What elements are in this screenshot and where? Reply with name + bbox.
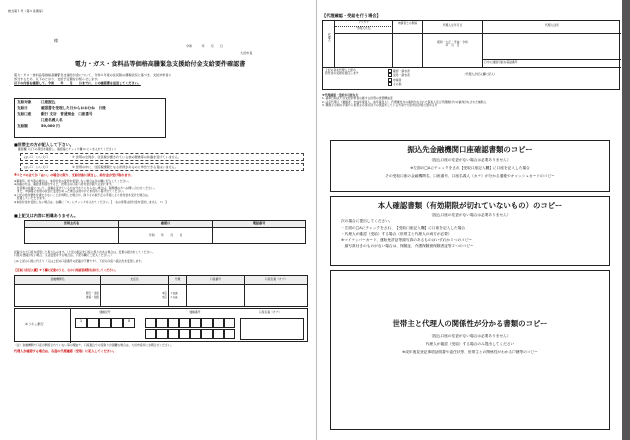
id-copy-title: 本人確認書類（有効期限が切れていないもの）のコピー <box>377 201 563 210</box>
branch-name-field[interactable]: 本店 支店 <box>101 285 169 307</box>
col-head-holder: 口座名義（カナ） <box>245 276 308 285</box>
eligibility-note: ※①と②の全てが「はい」の場合に限り、支給対象に該当し、給付金が受け取れます。 <box>14 173 134 177</box>
bank-copy-title: 振込先金融機関口座確認書類のコピー <box>407 145 533 154</box>
section1-heading: ■世帯主の方が記入して下さい。 <box>14 142 74 147</box>
col-head-name: 世帯主氏名 <box>25 221 119 228</box>
form-title: 電力・ガス・食料品等価格高騰緊急支援給付金支給要件確認書 <box>74 61 246 68</box>
confirm-date-field[interactable]: 令和 年 月 日 <box>119 228 213 244</box>
copy-line: 顔写真付きのものがない場合は、保険証、介護保険被保険者証等２つのコピー <box>341 244 474 249</box>
info-row: 支給口座 銀行 支店 普通預金 口座番号 <box>17 112 93 117</box>
copy-line: ・左面の□Aにチェックをされ、【受取口座記入欄】に口座を記入した場合 <box>341 225 466 230</box>
bank-table <box>14 275 308 307</box>
furigana-head: フリガナ <box>335 21 393 27</box>
footer-note: （注）金融機関で口座が開設されていない等の理由で、口座振込での受取りが困難な場合は、大田市役所にお問合せください。 <box>14 343 174 347</box>
copy-line: ・代理人が確認（受給）する場合（世帯主と代理人の両方が必要） <box>341 231 452 236</box>
phone-field-proxy[interactable]: 日中に連絡可能な電話番号 <box>483 59 621 67</box>
addressee-suffix: 様 <box>54 38 59 43</box>
copy-line: 代理人が確認（受給）する場合のみ提出してください <box>425 341 515 346</box>
account-number-field[interactable] <box>187 285 245 307</box>
col-head-type: 分類 <box>169 276 187 285</box>
col-head-bank: 金融機関名 <box>15 276 101 285</box>
relation-head: 申請者との関係 <box>393 21 423 33</box>
dob-field[interactable]: 昭和・大正・平成・令和 年 月 日 <box>423 33 483 67</box>
copy-line: その受取口座の金融機関名、口座番号、口座名義人（カナ）が分かる通帳やキャッシュカードのコピー <box>385 173 555 178</box>
delegation-checks[interactable]: 確認・請求者 受給・請求者 申請者 その他 <box>387 69 447 87</box>
copy-line: （振込口座の変更がない場合は必要ありません） <box>429 213 511 218</box>
check-row-2[interactable]: はい☐ いいえ☐ ② 世帯の中に、住民税課税となる所得があるのに申告できる者はいません。 <box>20 163 304 171</box>
proxy-name-field[interactable] <box>335 33 393 67</box>
copy-line: 次の場合に提出してください。 <box>341 219 393 224</box>
delegation-sign-note: （代理人が記入欄に記入） <box>463 72 497 76</box>
payment-info-box <box>14 98 166 138</box>
yucho-label: ゆうちょ銀行 <box>25 322 44 326</box>
copy-line: ※マイナンバーカード、運転免許証等顔写真のあるものはいずれか１つのコピー <box>341 238 473 243</box>
account-holder-field[interactable] <box>245 285 308 307</box>
bank-intro: 記載された口座を使用して振り込みます。（上記の振込先口座に誤りがある場合は、変更の届出をしてください。 口座の登録がない場合、又は変更をする場合は、下記の欄にご記入ください。） □A 上記の口座に代えて（又は上記の口座番号の記載が不要です）、下記の口座へ振込先を変更します。 <box>14 251 308 263</box>
yucho-number-field-2[interactable] <box>145 329 235 339</box>
proxy-heading: 【代理確認・受給を行う場合】 <box>322 13 381 18</box>
signature-table <box>24 220 306 244</box>
section2-heading: ■上記又は内容に相違ありません。 <box>14 213 79 218</box>
relation-field[interactable] <box>393 33 423 67</box>
delegation-label: 上記の者を代理人と認め、 給付金の受取を委任します <box>325 68 359 76</box>
proxy-side-cell: 代理人 <box>323 21 335 67</box>
edge-strip <box>622 0 630 440</box>
proxy-table <box>322 20 620 90</box>
intro-line: 該当するため、以下のとおり、支給予定額をお知らせします。 <box>14 76 101 81</box>
issue-date: 令和 年 月 日 <box>186 44 224 48</box>
notes-block: ※事業所、給与等の場合は、本給付金の受給を希望しない場合は次の欄に記入してください。 ※扶養の方は、確認書を提出すると、世帯主の口座へ給付金が振り込まれます。 住民税の扶養について、扶養を受けているかお分かりにならない場合は、税務課の方へお問い合わせください。 また、申請後に世帯の状況に変更があった場合は速やかに市役所へ届け出てください。 ※上記の給付要件を満たさないことが判明した場合や、偽りその他不正の手段により給付金を受けた場合は、 返還していただきます。 ※本給付金を受給しない場合は、右欄に「☐」にチェックを入れてください。【 右の世帯は給付金を受給しません ☐ 】 <box>14 179 169 204</box>
address-field[interactable] <box>483 33 621 59</box>
relation-copy-paste-area <box>330 270 610 430</box>
intro-text <box>14 74 304 86</box>
yucho-holder-head: 口座名義（カナ） <box>258 310 282 314</box>
relation-copy-title: 世帯主と代理人の関係性が分かる書類のコピー <box>392 319 548 328</box>
col-head-phone: 電話番号 <box>213 221 306 228</box>
intro-line: 電力・ガス・食料品等価格高騰緊急支援給付金について、令和６年度の住民税の課税状況に基づき、支給対象者に <box>14 73 172 77</box>
change-account-checkbox[interactable]: □A 上記の口座に代えて（又は上記の口座番号の記載が不要です）、下記の口座へ振込先を変更します。 <box>14 258 144 263</box>
copy-line: （振込口座の変更がない場合は必要ありません） <box>429 158 511 163</box>
bank-copy-paste-area <box>330 140 610 192</box>
proxy-reminder: 代理人が確認する場合は、右面の代理確認（受取）に記入してください。 <box>14 349 117 353</box>
proxy-name-head: 代理人氏名 <box>335 27 393 33</box>
copy-line: ※左面の□Aにチェックをされ【受取口座記入欄】に口座を記入した場合 <box>410 165 530 170</box>
check-row-1[interactable]: はい☐ いいえ☐ ① 世帯の全員が、住民税が課されている他の親族等の扶養を受けていません。 <box>20 153 304 161</box>
form-number: 様式第１号（第６条関係） <box>8 9 46 13</box>
info-row: 支給対象 口座振込 <box>17 100 56 104</box>
id-copy-paste-area <box>330 196 610 266</box>
account-type-field[interactable]: １普通 ２当座 <box>169 285 187 307</box>
issuer: 大田市長 <box>240 51 253 55</box>
address-head: 代理人住所 <box>545 23 559 27</box>
yucho-section <box>14 308 308 342</box>
copy-line: （振込口座の変更がない場合は必要ありません） <box>429 334 511 339</box>
info-row: 口座名義人名 <box>41 118 63 123</box>
yucho-symbol-field[interactable]: 1 0 <box>75 318 135 328</box>
proxy-eligibility-notes: ※代理確認・受給が可能な方 1. 基準日時点での支給対象者の属する世帯の世帯構成者 2. 法定代理人（親権者、未成年後見人、成年後見人）、代理権付与の審判がなされた保佐人及び代理権付与の審判がなされた補助人 3. 親族その他の平素から世帯主の身の回りの世話をしている方等で大田市長が特に認める方 <box>322 93 487 108</box>
yucho-number-head: 通帳番号 <box>189 310 201 314</box>
col-head-date: 確認日 <box>119 221 213 228</box>
householder-name-field[interactable] <box>25 228 119 244</box>
col-head-branch: 支店名 <box>101 276 169 285</box>
yucho-holder-field[interactable] <box>240 318 304 340</box>
bank-name-field[interactable]: 銀行・金庫 農協・信組 <box>15 285 101 307</box>
copy-line: ※成年後見登記事項証明書や委任状等、世帯主との関係性がわかる戸籍等のコピー <box>402 349 538 354</box>
dob-head: 代理人生年月日 <box>423 21 483 33</box>
info-row: 支給日 確認書を受理した日からおおむね 日後 <box>17 106 106 111</box>
yucho-number-field[interactable] <box>145 318 235 328</box>
intro-deadline: 以下の内容を確認して、令和 年 月 日までに、この確認書を返送してください。 <box>14 80 141 85</box>
info-row: 支給額 50,000 円 <box>17 124 60 129</box>
bank-bar: 【受取口座記入欄】※下欄に記載のうえ、右の口座確認書類を添付してください。 <box>14 268 118 272</box>
page-divider <box>316 0 317 440</box>
col-head-account: 口座番号 <box>187 276 245 285</box>
phone-field[interactable] <box>213 228 306 244</box>
yucho-symbol-head: 通帳記号 <box>99 310 111 314</box>
section1-subheading: 確認欄（以下の項目を確認し、確認後にチェック欄 ☑ にレを入れてください） <box>18 147 118 151</box>
